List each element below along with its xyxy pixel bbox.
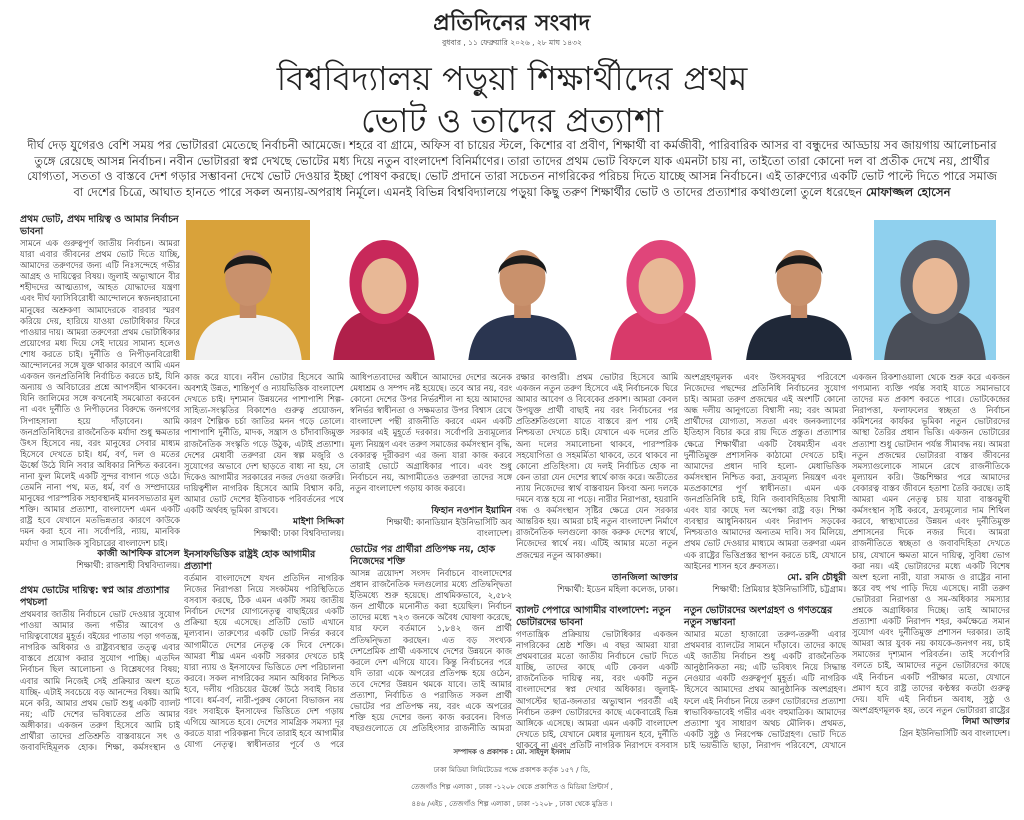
author-affiliation: শিক্ষার্থী: ঢাকা বিশ্ববিদ্যালয়। — [253, 528, 344, 538]
portrait-photo-6 — [874, 220, 996, 360]
portrait-photo-1 — [186, 220, 310, 360]
article-continuation: রক্ষার কাণ্ডারী। প্রথম ভোটার হিসেবে আমি একজন নতুন তরুণ হিসেবে এই নির্বাচনকে ঘিরে আমার আবেগ ও বিবেকের প্রকাশ। আমরা কেবল উপযুক্ত প্রার্থী বাছাই নয় বরং নির্বাচনের পর প্রতিশ্রুতিগুলো যাতে বাস্তবে রূপ পায় সেই নিশ্চয়তা দেখতে চাই। যেখানে এক দলের প্রতি অন্য দলের সমালোচনা থাকবে, পারস্পরিক সহযোগিতা ও সহমর্মিতা থাকবে, তবে থাকবে না কোনো প্রতিহিংসা। যে দলই নির্বাচিত হোক না কেন তারা যেন দেশের স্বার্থে কাজ করে। অতীতের ন্যায় নিজেদের স্বার্থ বাস্তবায়ন কিংবা অন্য দলকে দমনে ব্যস্ত হয়ে না পড়ে। নারীর নিরাপত্তা, হয়রানি বন্ধ ও কর্মসংস্থান সৃষ্টির ক্ষেত্রে যেন সরকার আন্তরিক হয়। আমরা চাই নতুন বাংলাদেশ নির্মাণে রাজনৈতিক দলগুলো কাজ করুক দেশের স্বার্থে, নিজেদের স্বার্থে নয়। এটিই আমার মতো নতুন প্রজন্মের নতুন আকাঙ্ক্ষা। — [516, 372, 678, 560]
author-name: কাজী আশফিক রাসেল — [97, 548, 180, 559]
article-7 — [852, 372, 1010, 739]
dateline: বুধবার , ১১ ফেব্রুয়ারি ২০২৬ , ২৮ মাঘ ১৪৩২ — [442, 38, 582, 47]
headline — [0, 58, 1024, 142]
intro-author: মোফাজ্জল হোসেন — [865, 184, 951, 199]
author-name: মাইশা সিদ্দিকা — [292, 516, 344, 527]
author-affiliation: শিক্ষার্থী: রাজশাহী বিশ্ববিদ্যালয়। — [76, 560, 180, 570]
face — [913, 258, 958, 314]
portrait-image — [323, 220, 445, 360]
article-continuation: কাজ করে যাবে। নবীন ভোটার হিসেবে আমি অবশ্যই উন্নত, শান্তিপূর্ণ ও ন্যায়ভিত্তিক বাংলাদেশ দেখতে চাই। দৃশ্যমান উন্নয়নের পাশাপাশি শিল্প-সাহিত্য-সংস্কৃতির বিকাশেও গুরুত্ব প্রয়োজন, কারণ শৈল্পিক চর্চা জাতির মনন গড়ে তোলে। পাশাপাশি দুর্নীতি, মাদক, সন্ত্রাস ও চাঁদাবাজিমুক্ত রাজনৈতিক সংস্কৃতি গড়ে উঠুক, এটাই প্রত্যাশা। দেশের মেধাবী তরুণরা যেন স্বল্প মজুরি ও সুযোগের অভাবে দেশ ছাড়তে বাধ্য না হয়, সে দিকেও আগামীর সরকারের নজর দেওয়া জরুরি। দায়িত্বশীল নাগরিক হিসেবে আমি বিশ্বাস করি, আমার ভোট দেশের ইতিবাচক পরিবর্তনের পথে একটি অর্থবহ ভূমিকা রাখবে। — [184, 372, 344, 516]
author-name: মো. রনি চৌধুরী — [787, 572, 846, 583]
intro-paragraph — [24, 138, 1000, 200]
footer-editor: সম্পাদক ও প্রকাশক : মো. সাইদুল ইসলাম — [453, 748, 571, 756]
footer-line-1: ঢাকা মিডিয়া লিমিটেডের পক্ষে প্রকাশক কর্তৃক ১৫৭ / ডি, — [433, 766, 591, 774]
portrait-image — [738, 220, 860, 360]
face — [362, 258, 407, 314]
author-affiliation: শিক্ষার্থী: কানাডিয়ান ইউনিভার্সিটি অব বাংলাদেশ। — [386, 517, 512, 538]
portrait-image — [600, 220, 722, 360]
footer-line-3: ৪৪৬ /এইচ , তেজগাঁও শিল্প এলাকা , ঢাকা -১২০৮ , ঢাকা থেকে মুদ্রিত । — [411, 800, 613, 808]
article-5 — [516, 372, 678, 751]
article-continuation: আধিপত্যবাদের অধীনে আমাদের দেশের অনেক মেধাশ্রম ও সম্পদ নষ্ট হয়েছে। তবে আর নয়, বরং কোনো দেশের উপর নির্ভরশীল না হয়ে আমাদের স্বনির্ভর স্বাধীনতা ও সক্ষমতার উপর বিশ্বাস রেখে বাংলাদেশ পন্থী রাজনীতি করবে এমন একটি সরকার এই মুহূর্তে দরকার। সর্বোপরি দ্রব্যমূল্যের মূল্য নিয়ন্ত্রণ এবং তরুণ সমাজের কর্মসংস্থান বৃদ্ধি, বেকারত্ব দূরীকরণ এর জন্য যারা কাজ করবে তারাই ভোটে অগ্রাধিকার পাবে। এবং শুধু নির্বাচনে নয়, আগামীতেও তরুণরা তাদের সঙ্গে নতুন বাংলাদেশ গড়ায় কাজ করবে। — [350, 372, 512, 493]
article-heading: ভোটের পর প্রার্থীরা প্রতিপক্ষ নয়, হোক নিজেদের শক্তি — [350, 544, 496, 567]
author-affiliation: শিক্ষার্থী: প্রিমিয়ার ইউনিভার্সিটি, চট্টগ্রাম। — [712, 584, 846, 594]
portrait-photo-2 — [323, 220, 445, 360]
portrait-image — [874, 220, 996, 360]
article-heading: ব্যালট পেপারে আগামীর বাংলাদেশ: নতুন ভোটারদের ভাবনা — [516, 605, 671, 628]
face — [639, 258, 684, 314]
article-heading: প্রথম ভোটের দায়িত্ব: স্বপ্ন আর প্রত্যাশার পথচলা — [20, 585, 170, 608]
article-body: আমার মতো হাজারো তরুণ-তরুণী এবার প্রথমবার ব্যালটের সামনে দাঁড়াবে। তাদের কাছে এই জাতীয় নির্বাচন শুধু একটি রাজনৈতিক আনুষ্ঠানিকতা নয়; এটি ভবিষ্যৎ নিয়ে সিদ্ধান্ত নেওয়ার একটি গুরুত্বপূর্ণ মুহূর্ত। এটি নাগরিক হিসেবে আমাদের প্রথম আনুষ্ঠানিক অংশগ্রহণ। ফলে এই নির্বাচন নিয়ে তরুণ ভোটারদের প্রত্যাশা স্বাভাবিকভাবেই গভীর এবং বহুমাত্রিক। আমাদের প্রত্যাশা খুব সাধারণ অথচ মৌলিক। প্রথমত, একটি সুষ্ঠু ও নিরপেক্ষ ভোটগ্রহণ। ভোট দিতে চাই ভয়ভীতি ছাড়া, নিরাপদ পরিবেশে, যেখানে — [684, 629, 846, 750]
author-name: ফিহান নওশান ইয়ামিন — [431, 505, 512, 516]
author-name: তানজিলা আক্তার — [612, 572, 678, 583]
portrait-image — [186, 220, 310, 360]
article-heading: ইনসাফভিত্তিক রাষ্ট্রই হোক আগামীর প্রত্যাশা — [184, 549, 316, 572]
portrait-photo-4 — [600, 220, 722, 360]
article-body: গণতান্ত্রিক প্রক্রিয়ায় ভোটাধিকার একজন নাগরিকের শ্রেষ্ঠ শক্তি। এ বছর আমরা যারা প্রথমবারের মতো জাতীয় নির্বাচনে ভোট দিতে যাচ্ছি, তাদের কাছে এটি কেবল একটি রাজনৈতিক দায়িত্ব নয়, বরং একটি নতুন বাংলাদেশের স্বপ্ন দেখার অধিকার। জুলাই-আগস্টের ছাত্র-জনতার অভ্যুত্থান পরবর্তী এই নির্বাচন তরুণ ভোটারদের কাছে একেবারেই ভিন্ন আঙ্গিকে এসেছে। আমরা এমন একটি বাংলাদেশ দেখতে চাই, যেখানে মেধার মূল্যায়ন হবে, দুর্নীতি থাকবে না এবং প্রতিটি নাগরিক নিরাপদে বসবাস — [516, 629, 678, 750]
headline-line-2: ভোট ও তাদের প্রত্যাশা — [361, 101, 663, 140]
article-4 — [350, 372, 512, 734]
author-affiliation: গ্রিন ইউনিভার্সিটি অব বাংলাদেশ। — [899, 728, 1010, 738]
article-continuation: একজন রিকশাওয়ালা থেকে শুরু করে একজন গণ্যমান্য ব্যক্তি পর্যন্ত সবাই যাতে সমানভাবে তাদের মত প্রকাশ করতে পারে। ভোটকেন্দ্রের নিরাপত্তা, ফলাফলের স্বচ্ছতা ও নির্বাচন কমিশনের কার্যকর ভূমিকা নতুন ভোটারদের আস্থা তৈরির প্রধান ভিত্তি। একজন ভোটারের প্রত্যাশা শুধু ভোটদান পর্যন্ত সীমাবদ্ধ নয়। আমরা নতুন প্রজন্মের ভোটাররা বাস্তব জীবনের সমস্যাগুলোকে সামনে রেখে রাজনীতিকে মূল্যায়ন করি। উচ্চশিক্ষার পরে আমাদের বেকারত্ব বাস্তব জীবনে হতাশা তৈরি করছে। তাই আমরা এমন নেতৃত্ব চায় যারা বাস্তবমুখী কর্মসংস্থান সৃষ্টি করবে, দ্রব্যমূল্যের দাম শিথিল করবে, স্বাস্থ্যখাতের উন্নয়ন এবং দুর্নীতিমুক্ত প্রশাসনের দিকে নজর দিবে। আমরা রাজনীতিতে স্বচ্ছতা ও জবাবদিহিতা দেখতে চায়, যেখানে ক্ষমতা মানে দায়িত্ব, সুবিধা ভোগ করা নয়। এই ভোটারদের মধ্যে একটি বিশেষ অংশ হলো নারী, যারা সমাজ ও রাষ্ট্রের নানা স্তরে বহু পথ পাড়ি দিয়ে এসেছে। নারী তরুণ ভোটাররা নিরাপত্তা ও সম-অধিকার সমস্যার প্রশ্নকে অগ্রাধিকার দিচ্ছে। তাই আমাদের প্রত্যাশা একটি নিরাপদ শহর, কর্মক্ষেত্রে সমান সুযোগ এবং দুর্নীতিমুক্ত প্রশাসন দরকার। তাই আমরা আর যুবক নয় কাযকে-জনগণ নয়, চাই সমাজের দৃশ্যমান পরিবর্তন। তাই সর্বোপরি বলতে চাই, আমাদের নতুন ভোটারদের কাছে এই নির্বাচন একটি পরীক্ষার মতো, যেখানে প্রমাণ হবে রাষ্ট্র তাদের কণ্ঠস্বর কতটা গুরুত্ব দেয়। যদি এই নির্বাচন অবাধ, সুষ্ঠু ও অংশগ্রহণমূলক হয়, তবে নতুন ভোটাররা রাষ্ট্রের — [852, 372, 1010, 715]
article-1 — [20, 214, 180, 571]
masthead-logo: প্রতিদিনের সংবাদ — [433, 11, 591, 36]
portrait-photo-5 — [738, 220, 860, 360]
article-heading: প্রথম ভোট, প্রথম দায়িত্ব ও আমার নির্বাচন ভাবনা — [20, 214, 179, 237]
article-3 — [184, 372, 344, 750]
headline-line-1: বিশ্ববিদ্যালয় পড়ুয়া শিক্ষার্থীদের প্রথম — [276, 59, 748, 98]
author-affiliation: শিক্ষার্থী: ইডেন মহিলা কলেজ, ঢাকা। — [557, 584, 678, 594]
article-body: সামনে এক গুরুত্বপূর্ণ জাতীয় নির্বাচন। আমরা যারা এবার জীবনের প্রথম ভোট দিতে যাচ্ছি, আমাদের তরুণদের জন্য এটি নিঃসন্দেহে গভীর আগ্রহ ও দায়িত্বের বিষয়। জুলাই অভ্যুত্থানে বীর শহীদদের আত্মত্যাগ, আহত যোদ্ধাদের যন্ত্রণা এবং দীর্ঘ ফ্যাসিবিরোধী আন্দোলনে স্বজনহারানো মানুষের অশ্রুকণা আমাদেরকে বারবার স্মরণ করিয়ে দেয়, হারিয়ে যাওয়া ভোটাধিকার ফিরে পাওয়ার দায়। আমরা তরুণেরা প্রথম ভোটাধিকার প্রয়োগের মধ্য দিয়ে সেই দায়ের সামান্য হলেও শোধ করতে চাই। দুর্নীতি ও নিপীড়নবিরোধী আন্দোলনের সঙ্গে যুক্ত থাকার কারণে আমি এমন একজন জনপ্রতিনিধি নির্বাচিত করতে চাই, যিনি অন্যায় ও অবিচারের প্রশ্নে আপসহীন থাকবেন। যিনি জালিমের সঙ্গে কখনোই সমঝোতা করবেন না এবং দুর্নীতি ও নিপীড়নের বিরুদ্ধে জনগণের সিপাহসালা হয়ে দাঁড়াবেন। আমি জনপ্রতিনিধিদের রাজনৈতিক মর্যাদা শুধু ক্ষমতার উৎস হিসেবে নয়, বরং মানুষের সেবার মাধ্যম হিসেবে দেখতে চাই। ধর্ম, বর্ণ, দল ও মতের ঊর্ধ্বে উঠে যিনি সবার অধিকার নিশ্চিত করবেন। নানা ফুল মিলেই একটি সুন্দর বাগান গড়ে ওঠে। তেমনি নানা পথ, মত, ধর্ম, বর্ণ ও সম্প্রদায়ের মানুষের পারস্পরিক সহাবস্থানই মানবসভ্যতার মূল শক্তি। আমার প্রত্যাশা, বাংলাদেশ এমন একটি রাষ্ট্র হবে যেখানে মতভিন্নতার কারণে কাউকে দমন করা হবে না। সর্বোপরি, ন্যায়, মানবিক মর্যাদা ও সামাজিক সুবিচারের বাংলাদেশ চাই। — [20, 238, 180, 548]
author-name: লিমা আক্তার — [962, 716, 1010, 727]
intro-text: দীর্ঘ দেড় যুগেরও বেশি সময় পর ভোটাররা মেতেছে নির্বাচনী আমেজে। শহরে বা গ্রামে, অফিস বা চায়ের স্টলে, কিশোর বা প্রবীণ, শিক্ষার্থী বা কর্মজীবী, পারিবারিক আসর বা বন্ধুদের আড্ডায় সব জায়গায় আলোচনার তুঙ্গে রেয়েছে আসন্ন নির্বাচন। নবীন ভোটাররা স্বপ্ন দেখছে ভোটের মধ্য দিয়ে নতুন বাংলাদেশ বিনির্মাণের। তারা তাদের প্রথম ভোট বিফলে যাক এমনটা চায় না, তাইতো তারা কোনো দল বা প্রতীক দেখে নয়, প্রার্থীর যোগ্যতা, সততা ও বাস্তবে দেশ গড়ার সম্ভাবনা দেখে ভোট দেওয়ার ইচ্ছা পোষণ করছে। ভোট প্রদানে তারা সচেতন নাগরিকের পরিচয় দিতে যাচ্ছে আসন্ন নির্বাচনে। এই তারুণ্যের একটি ভোট পাল্টে দিতে পারে সমাজ বা দেশের চিত্রে, আঘাত হানতে পারে সকল অন্যায়-অপরাধ নির্মূলে। এমনই বিভিন্ন বিশ্ববিদ্যালয়ে পড়ুয়া কিছু তরুণ শিক্ষার্থীর ভোট ও তাদের প্রত্যাশার কথাগুলো তুলে ধরেছেন — [27, 138, 997, 199]
footer-line-2: তেজগাঁও শিল্প এলাকা , ঢাকা -১২০৮ থেকে প্রকাশিত ও মিডিয়া প্রিন্টার্স , — [411, 783, 613, 791]
article-6 — [684, 372, 846, 751]
article-body: প্রথমবার জাতীয় নির্বাচনে ভোট দেওয়ার সুযোগ পাওয়া আমার জন্য গভীর আবেগ ও দায়িত্ববোধের মুহূর্ত। বইয়ের পাতায় পড়া গণতন্ত্র, নাগরিক অধিকার ও রাষ্ট্রব্যবস্থার তত্ত্ব এবার বাস্তবে প্রয়োগ করার সুযোগ পাচ্ছি। এতদিন নির্বাচন ছিল আলোচনা ও বিশ্লেষণের বিষয়; এবার আমি নিজেই সেই প্রক্রিয়ার অংশ হতে যাচ্ছি- এটাই সবচেয়ে বড় আনন্দের বিষয়। আমি মনে করি, আমার প্রথম ভোট শুধু একটি ব্যালট নয়; এটি দেশের ভবিষ্যতের প্রতি আমার অঙ্গীকার। একজন তরুণ হিসেবে আমি চাই প্রার্থীরা তাদের প্রতিশ্রুতি বাস্তবায়নে সৎ ও জবাবদিহিমূলক হোক। শিক্ষা, কর্মসংস্থান ও — [20, 609, 180, 753]
article-body: বর্তমান বাংলাদেশে যখন প্রতিদিন নাগরিক নিজের নিরাপত্তা নিয়ে সংকটময় পরিস্থিতিতে বসবাস করছে, ঠিক এমন একটি সময় জাতীয় নির্বাচন দেশের যোগ্যনেতৃত্ব বাছাইয়ের একটি প্রক্রিয়া হয়ে এসেছে। প্রতিটি ভোট এখানে মূল্যবান। তারুণ্যের একটি ভোট নির্ভর করবে আগামীতে দেশের নেতৃত্ব কে দিবে দেশকে। আমরা শীঘ্র এমন একটি সরকার দেখতে চাই যারা ন্যায় ও ইনসাফের ভিত্তিতে দেশ পরিচালনা করবে। সকল নাগরিকের সমান অধিকার নিশ্চিত হবে, দলীয় পরিচয়ের ঊর্ধ্বে উঠে সবাই বিচার পাবে। ধর্ম-বর্ণ, নারী-পুরুষ কোনো বিভাজন নয় বরং সবাইকে ইনসাফের ভিত্তিতে দেশ গড়ায় এগিয়ে আসতে হবে। দেশের সামগ্রিক সমস্যা দূর করতে যারা পরিকল্পনা দিবে তারাই হবে আগামীর যোগ্য নেতৃত্ব। স্বাধীনতার পূর্বে ও পরে — [184, 573, 344, 750]
article-continuation: অংশগ্রহণমূলক এবং উৎসবমুখর পরিবেশে নিজেদের পছন্দের প্রতিনিধি নির্বাচনের সুযোগ চাই। আমরা তরুণ প্রজন্মের এই অংশটি কোনো অন্ধ দলীয় আনুগত্যে বিশ্বাসী নয়; বরং আমরা প্রার্থীদের যোগ্যতা, সততা এবং জনকল্যাণের ইতিহাস বিচার করে রায় দিতে প্রস্তুত। প্রত্যাশার ক্ষেত্রে শিক্ষার্থীরা একটি বৈষম্যহীন এবং দুর্নীতিমুক্ত প্রশাসনিক কাঠামো দেখতে চাই। আমাদের প্রধান দাবি হলো- মেধাভিত্তিক কর্মসংস্থান নিশ্চিত করা, দ্রব্যমূল্য নিয়ন্ত্রণ এবং মতপ্রকাশের পূর্ণ স্বাধীনতা। এমন এক জনপ্রতিনিধি চাই, যিনি জবাবদিহিতায় বিশ্বাসী এবং যার কাছে দল অপেক্ষা রাষ্ট্র বড়। শিক্ষা ব্যবস্থার আধুনিকায়ন এবং নিরাপদ সড়কের নিশ্চয়তাও আমাদের অন্যতম দাবি। সব মিলিয়ে, প্রথম ভোট দেওয়ার মাধ্যমে আমরা তরুণরা এমন এক রাষ্ট্রের ভিত্তিপ্রস্তর স্থাপন করতে চাই, যেখানে আইনের শাসন হবে ধ্রুবসত্য। — [684, 372, 846, 571]
portrait-photo-3 — [460, 220, 585, 360]
portrait-image — [460, 220, 585, 360]
article-heading: নতুন ভোটারদের অংশগ্রহণ ও গণতন্ত্রের নতুন সম্ভাবনা — [684, 605, 833, 628]
article-body: আসন্ন ত্রয়োদশ সংসদ নির্বাচনে বাংলাদেশের প্রধান রাজনৈতিক দলগুলোর মধ্যে প্রতিদ্বন্দ্বিতা ইতিমধ্যে শুরু হয়েছে। প্রাথমিকভাবে, ২,৫৮২ জন প্রার্থীকে মনোনীত করা হয়েছিল। নির্বাচন তাদের মধ্যে ৭২৩ জনকে অবৈধ ঘোষণা করেছে, যার ফলে বর্তমানে ১,৮৪২ জন প্রার্থী প্রতিদ্বন্দ্বিতা করছেন। এত বড় সংখ্যক দেশপ্রেমিক প্রার্থী একসাথে দেশের উন্নয়নে কাজ করলে দেশ এগিয়ে যাবে। কিন্তু নির্বাচনের পরে যদি তারা একে অপরের প্রতিপক্ষ হয়ে ওঠেন, তবে দেশের উন্নয়ন থমকে যাবে। তাই আমার প্রত্যাশা, নির্বাচিত ও পরাজিত সকল প্রার্থী ভোটের পর প্রতিপক্ষ নয়, বরং একে অপরের শক্তি হয়ে দেশের জন্য কাজ করবেন। বিগত বছরগুলোতে যে প্রতিহিংসার রাজনীতি আমরা — [350, 568, 512, 734]
article-2 — [20, 585, 180, 753]
